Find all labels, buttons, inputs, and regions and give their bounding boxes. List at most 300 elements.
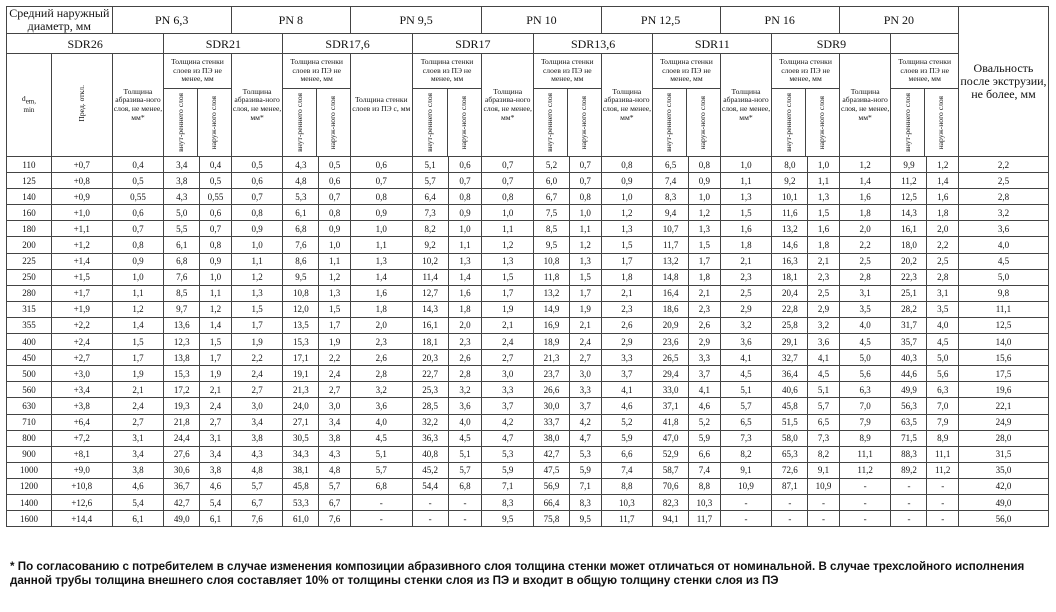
cell-value: 10,8	[283, 285, 319, 301]
cell-value: 5,3	[570, 446, 602, 462]
cell-value: 0,9	[689, 173, 721, 189]
cell-value: 7,1	[482, 478, 534, 494]
cell-tolerance: +6,4	[51, 414, 112, 430]
cell-value: 3,8	[164, 173, 200, 189]
cell-value: 11,8	[534, 269, 570, 285]
cell-value: 3,8	[112, 462, 164, 478]
cell-value: 0,55	[112, 189, 164, 205]
cell-diameter: 125	[7, 173, 52, 189]
cell-value: 9,5	[570, 511, 602, 527]
cell-value: 2,1	[689, 285, 721, 301]
cell-value: 2,1	[570, 317, 602, 333]
cell-value: 2,1	[482, 317, 534, 333]
cell-value: 65,3	[772, 446, 808, 462]
table-row	[7, 382, 1049, 398]
cell-ovality: 22,1	[958, 398, 1048, 414]
cell-value: 7,9	[839, 414, 891, 430]
table-row	[7, 173, 1049, 189]
cell-value: 0,7	[350, 173, 412, 189]
cell-value: 1,2	[601, 205, 653, 221]
cell-value: 42,7	[534, 446, 570, 462]
cell-value: 17,1	[283, 350, 319, 366]
header-pe-wall-1	[283, 54, 350, 157]
header-dem-min: min	[23, 106, 35, 115]
cell-value: 2,0	[448, 317, 482, 333]
header-outer-layer	[568, 89, 601, 156]
cell-value: 1,6	[448, 285, 482, 301]
cell-value: 11,2	[839, 462, 891, 478]
cell-value: 0,5	[200, 173, 232, 189]
cell-value: 4,0	[839, 317, 891, 333]
cell-value: 1,6	[839, 189, 891, 205]
cell-value: 53,3	[283, 494, 319, 510]
cell-value: 5,1	[412, 157, 448, 173]
cell-value: 1,5	[112, 334, 164, 350]
cell-tolerance: +3,8	[51, 398, 112, 414]
cell-value: 6,1	[200, 511, 232, 527]
table-row	[7, 269, 1049, 285]
header-sdr-4: SDR13,6	[534, 34, 653, 54]
cell-ovality: 24,9	[958, 414, 1048, 430]
cell-value: 52,9	[653, 446, 689, 462]
cell-value: 2,9	[689, 334, 721, 350]
cell-value: 6,5	[808, 414, 840, 430]
cell-value: 2,3	[689, 301, 721, 317]
header-outer-layer	[317, 89, 350, 156]
header-ovality: Овальность после экструзии, не более, мм	[958, 7, 1048, 157]
cell-value: 5,9	[689, 430, 721, 446]
cell-tolerance: +12,6	[51, 494, 112, 510]
cell-tolerance: +1,9	[51, 301, 112, 317]
cell-value: 10,3	[689, 494, 721, 510]
cell-tolerance: +1,2	[51, 237, 112, 253]
cell-value: 11,7	[601, 511, 653, 527]
cell-value: 5,7	[412, 173, 448, 189]
cell-value: 13,8	[164, 350, 200, 366]
cell-value: 4,1	[808, 350, 840, 366]
cell-value: 9,5	[283, 269, 319, 285]
cell-ovality: 28,0	[958, 430, 1048, 446]
table-row	[7, 285, 1049, 301]
cell-value: 2,6	[689, 317, 721, 333]
cell-value: 2,0	[350, 317, 412, 333]
cell-diameter: 500	[7, 366, 52, 382]
cell-value: 3,2	[448, 382, 482, 398]
table-row	[7, 157, 1049, 173]
cell-value: 5,5	[164, 221, 200, 237]
cell-value: 20,2	[891, 253, 927, 269]
cell-value: 5,6	[927, 366, 959, 382]
cell-diameter: 710	[7, 414, 52, 430]
cell-value: 9,9	[891, 157, 927, 173]
cell-value: -	[808, 511, 840, 527]
cell-value: 0,7	[319, 189, 351, 205]
cell-value: 11,7	[653, 237, 689, 253]
cell-tolerance: +10,8	[51, 478, 112, 494]
cell-value: 1,9	[319, 334, 351, 350]
cell-ovality: 5,0	[958, 269, 1048, 285]
cell-value: 0,7	[200, 221, 232, 237]
cell-tolerance: +1,7	[51, 285, 112, 301]
cell-diameter: 1200	[7, 478, 52, 494]
cell-value: 0,8	[601, 157, 653, 173]
cell-value: 6,7	[231, 494, 283, 510]
cell-value: 33,7	[534, 414, 570, 430]
cell-value: 1,5	[570, 269, 602, 285]
cell-ovality: 3,2	[958, 205, 1048, 221]
cell-value: 3,4	[112, 446, 164, 462]
cell-value: 2,9	[601, 334, 653, 350]
cell-value: 3,7	[689, 366, 721, 382]
cell-value: 0,8	[231, 205, 283, 221]
cell-tolerance: +0,9	[51, 189, 112, 205]
cell-value: 4,6	[601, 398, 653, 414]
cell-diameter: 1600	[7, 511, 52, 527]
cell-value: 58,0	[772, 430, 808, 446]
cell-value: 1,1	[482, 221, 534, 237]
cell-value: 0,8	[350, 189, 412, 205]
cell-value: 1,3	[689, 221, 721, 237]
cell-value: 1,0	[319, 237, 351, 253]
cell-value: -	[891, 478, 927, 494]
header-inner-layer-text: внут-реннего слоя	[294, 93, 304, 152]
cell-value: 0,7	[231, 189, 283, 205]
cell-value: 0,9	[200, 253, 232, 269]
cell-value: 7,3	[412, 205, 448, 221]
table-row	[7, 205, 1049, 221]
cell-value: 88,3	[891, 446, 927, 462]
cell-value: 2,8	[839, 269, 891, 285]
cell-value: 2,6	[350, 350, 412, 366]
cell-value: 47,5	[534, 462, 570, 478]
cell-value: 7,6	[164, 269, 200, 285]
cell-value: 26,5	[653, 350, 689, 366]
cell-value: 2,4	[319, 366, 351, 382]
cell-value: 11,1	[927, 446, 959, 462]
cell-value: 41,8	[653, 414, 689, 430]
cell-value: -	[927, 494, 959, 510]
header-abrasive-text: Толщина абразива-ного слоя, не менее, мм*	[602, 86, 652, 122]
cell-value: 1,7	[570, 285, 602, 301]
header-tolerance-text: Пред. откл.	[76, 85, 86, 122]
cell-value: 4,1	[601, 382, 653, 398]
cell-value: 3,1	[112, 430, 164, 446]
cell-value: 1,1	[448, 237, 482, 253]
cell-value: 8,6	[283, 253, 319, 269]
cell-value: 0,8	[112, 237, 164, 253]
cell-value: 3,4	[200, 446, 232, 462]
cell-value: 16,9	[534, 317, 570, 333]
header-abrasive-text: Толщина стенки слоев из ПЭ с, мм	[352, 95, 411, 113]
cell-value: 0,8	[200, 237, 232, 253]
cell-value: 5,9	[601, 430, 653, 446]
header-pe-wall-3	[534, 54, 601, 157]
cell-value: 1,0	[601, 189, 653, 205]
cell-value: 1,1	[808, 173, 840, 189]
cell-value: 3,8	[200, 462, 232, 478]
cell-value: 4,3	[319, 446, 351, 462]
cell-value: 14,3	[891, 205, 927, 221]
cell-diameter: 160	[7, 205, 52, 221]
cell-value: -	[412, 511, 448, 527]
cell-value: 5,0	[839, 350, 891, 366]
cell-value: 1,1	[112, 285, 164, 301]
cell-value: 1,9	[570, 301, 602, 317]
header-inner-layer	[283, 89, 317, 156]
cell-diameter: 200	[7, 237, 52, 253]
cell-value: 2,5	[927, 253, 959, 269]
cell-value: 1,0	[482, 205, 534, 221]
cell-value: 14,9	[534, 301, 570, 317]
cell-value: 2,9	[808, 301, 840, 317]
cell-value: 30,5	[283, 430, 319, 446]
header-sdr-0: SDR26	[7, 34, 164, 54]
cell-value: 0,7	[482, 157, 534, 173]
cell-value: 0,9	[231, 221, 283, 237]
cell-value: 11,6	[772, 205, 808, 221]
cell-value: 1,2	[689, 205, 721, 221]
cell-value: 6,3	[839, 382, 891, 398]
cell-value: 3,0	[570, 366, 602, 382]
cell-value: 1,7	[319, 317, 351, 333]
cell-value: 1,4	[839, 173, 891, 189]
cell-value: 3,6	[808, 334, 840, 350]
cell-value: 4,3	[164, 189, 200, 205]
cell-value: 29,4	[653, 366, 689, 382]
cell-value: 1,3	[350, 253, 412, 269]
cell-value: 22,8	[772, 301, 808, 317]
table-row	[7, 511, 1049, 527]
header-abrasive-1	[231, 54, 283, 157]
cell-value: 6,5	[720, 414, 772, 430]
cell-value: -	[350, 511, 412, 527]
cell-value: 2,2	[839, 237, 891, 253]
table-row	[7, 350, 1049, 366]
cell-value: 44,6	[891, 366, 927, 382]
cell-value: 1,7	[601, 253, 653, 269]
cell-value: 18,1	[772, 269, 808, 285]
cell-value: 1,1	[570, 221, 602, 237]
table-row	[7, 253, 1049, 269]
cell-value: 1,0	[350, 221, 412, 237]
cell-value: 0,9	[350, 205, 412, 221]
cell-value: -	[839, 494, 891, 510]
cell-tolerance: +1,4	[51, 253, 112, 269]
cell-value: 15,3	[164, 366, 200, 382]
cell-value: 6,7	[319, 494, 351, 510]
cell-value: 58,7	[653, 462, 689, 478]
cell-value: 6,8	[164, 253, 200, 269]
table-row	[7, 462, 1049, 478]
cell-value: 2,3	[448, 334, 482, 350]
cell-value: 3,8	[231, 430, 283, 446]
cell-value: 1,7	[112, 350, 164, 366]
cell-value: 21,3	[534, 350, 570, 366]
header-sdr-3: SDR17	[412, 34, 533, 54]
cell-value: 0,6	[319, 173, 351, 189]
cell-value: 4,5	[927, 334, 959, 350]
cell-value: 1,2	[200, 301, 232, 317]
cell-value: 7,1	[570, 478, 602, 494]
table-row	[7, 398, 1049, 414]
header-abrasive-4	[601, 54, 653, 157]
cell-value: 2,4	[112, 398, 164, 414]
header-inner-layer-text: внут-реннего слоя	[783, 93, 793, 152]
header-pe-wall-2	[412, 54, 482, 157]
cell-value: 6,6	[689, 446, 721, 462]
header-pe-wall-0	[164, 54, 231, 157]
cell-value: 3,1	[200, 430, 232, 446]
cell-value: 3,6	[350, 398, 412, 414]
cell-ovality: 14,0	[958, 334, 1048, 350]
cell-value: 3,1	[839, 285, 891, 301]
cell-tolerance: +7,2	[51, 430, 112, 446]
cell-value: 1,3	[570, 253, 602, 269]
cell-value: 1,3	[231, 285, 283, 301]
cell-value: 4,3	[231, 446, 283, 462]
cell-value: 6,7	[534, 189, 570, 205]
cell-diameter: 1000	[7, 462, 52, 478]
cell-value: 40,3	[891, 350, 927, 366]
cell-value: 10,3	[601, 494, 653, 510]
cell-value: 40,6	[772, 382, 808, 398]
header-abrasive-3	[482, 54, 534, 157]
cell-value: 4,2	[482, 414, 534, 430]
cell-value: 1,2	[927, 157, 959, 173]
cell-value: 28,2	[891, 301, 927, 317]
cell-value: 1,7	[200, 350, 232, 366]
table-row	[7, 446, 1049, 462]
cell-value: 1,3	[808, 189, 840, 205]
header-inner-layer-text: внут-реннего слоя	[902, 93, 912, 152]
header-inner-layer-text: внут-реннего слоя	[664, 93, 674, 152]
cell-value: 1,2	[319, 269, 351, 285]
cell-value: 38,0	[534, 430, 570, 446]
cell-value: 0,8	[570, 189, 602, 205]
cell-value: 6,8	[350, 478, 412, 494]
header-inner-layer-text: внут-реннего слоя	[545, 93, 555, 152]
table-row	[7, 301, 1049, 317]
header-inner-layer	[534, 89, 568, 156]
cell-value: 75,8	[534, 511, 570, 527]
cell-value: 2,8	[927, 269, 959, 285]
cell-value: 3,0	[231, 398, 283, 414]
cell-value: 13,6	[164, 317, 200, 333]
cell-value: 4,6	[112, 478, 164, 494]
cell-value: 8,8	[689, 478, 721, 494]
cell-value: 9,1	[808, 462, 840, 478]
cell-value: 0,8	[319, 205, 351, 221]
cell-value: 4,0	[350, 414, 412, 430]
cell-value: 1,2	[231, 269, 283, 285]
cell-value: 24,4	[164, 430, 200, 446]
cell-value: 10,1	[772, 189, 808, 205]
cell-tolerance: +1,5	[51, 269, 112, 285]
cell-value: 8,9	[839, 430, 891, 446]
cell-value: 1,8	[601, 269, 653, 285]
cell-value: 10,2	[412, 253, 448, 269]
cell-value: 2,6	[601, 317, 653, 333]
cell-value: 8,0	[772, 157, 808, 173]
cell-value: -	[448, 494, 482, 510]
cell-value: 13,2	[534, 285, 570, 301]
cell-value: 0,4	[200, 157, 232, 173]
cell-value: 6,8	[283, 221, 319, 237]
cell-value: 1,2	[570, 237, 602, 253]
cell-value: 2,2	[927, 237, 959, 253]
cell-value: 2,7	[319, 382, 351, 398]
table-row	[7, 221, 1049, 237]
header-inner-layer	[891, 89, 925, 156]
cell-ovality: 56,0	[958, 511, 1048, 527]
cell-value: 1,3	[601, 221, 653, 237]
cell-value: 4,0	[927, 317, 959, 333]
cell-value: 8,3	[482, 494, 534, 510]
cell-value: 32,7	[772, 350, 808, 366]
cell-value: 7,4	[601, 462, 653, 478]
cell-ovality: 3,6	[958, 221, 1048, 237]
cell-value: 5,4	[112, 494, 164, 510]
cell-value: 3,4	[164, 157, 200, 173]
cell-value: -	[891, 511, 927, 527]
cell-value: 5,7	[808, 398, 840, 414]
cell-value: 1,1	[231, 253, 283, 269]
cell-value: 22,7	[412, 366, 448, 382]
cell-value: 1,0	[570, 205, 602, 221]
pipe-dimensions-table	[6, 6, 1049, 527]
cell-value: 45,8	[283, 478, 319, 494]
cell-value: 27,6	[164, 446, 200, 462]
cell-value: 2,5	[808, 285, 840, 301]
cell-value: -	[350, 494, 412, 510]
cell-ovality: 15,6	[958, 350, 1048, 366]
header-pn-4: PN 12,5	[601, 7, 720, 34]
header-outer-layer-text: наруж-ного слоя	[328, 95, 338, 150]
cell-value: -	[927, 478, 959, 494]
cell-value: 9,4	[653, 205, 689, 221]
cell-value: 7,4	[653, 173, 689, 189]
cell-value: 2,7	[112, 414, 164, 430]
cell-value: 3,4	[319, 414, 351, 430]
cell-value: 1,3	[319, 285, 351, 301]
cell-value: 5,0	[927, 350, 959, 366]
cell-value: 2,1	[720, 253, 772, 269]
cell-value: 3,6	[720, 334, 772, 350]
cell-value: 0,7	[112, 221, 164, 237]
cell-value: 1,3	[482, 253, 534, 269]
cell-value: 1,9	[231, 334, 283, 350]
cell-value: 42,7	[164, 494, 200, 510]
cell-value: 6,6	[601, 446, 653, 462]
cell-tolerance: +2,2	[51, 317, 112, 333]
header-abrasive-text: Толщина абразива-ного слоя, не менее, мм*	[232, 86, 282, 122]
cell-ovality: 11,1	[958, 301, 1048, 317]
cell-value: 1,6	[350, 285, 412, 301]
cell-value: 1,0	[200, 269, 232, 285]
cell-value: 3,2	[808, 317, 840, 333]
cell-value: 72,6	[772, 462, 808, 478]
cell-value: 8,5	[164, 285, 200, 301]
header-abrasive-2	[350, 54, 412, 157]
cell-value: 3,3	[570, 382, 602, 398]
cell-value: 1,4	[927, 173, 959, 189]
cell-value: 7,6	[283, 237, 319, 253]
cell-value: 4,7	[482, 430, 534, 446]
cell-value: 9,2	[772, 173, 808, 189]
header-corner-title: Средний наружный диаметр, мм	[7, 7, 113, 34]
cell-value: 17,2	[164, 382, 200, 398]
cell-value: 1,5	[200, 334, 232, 350]
